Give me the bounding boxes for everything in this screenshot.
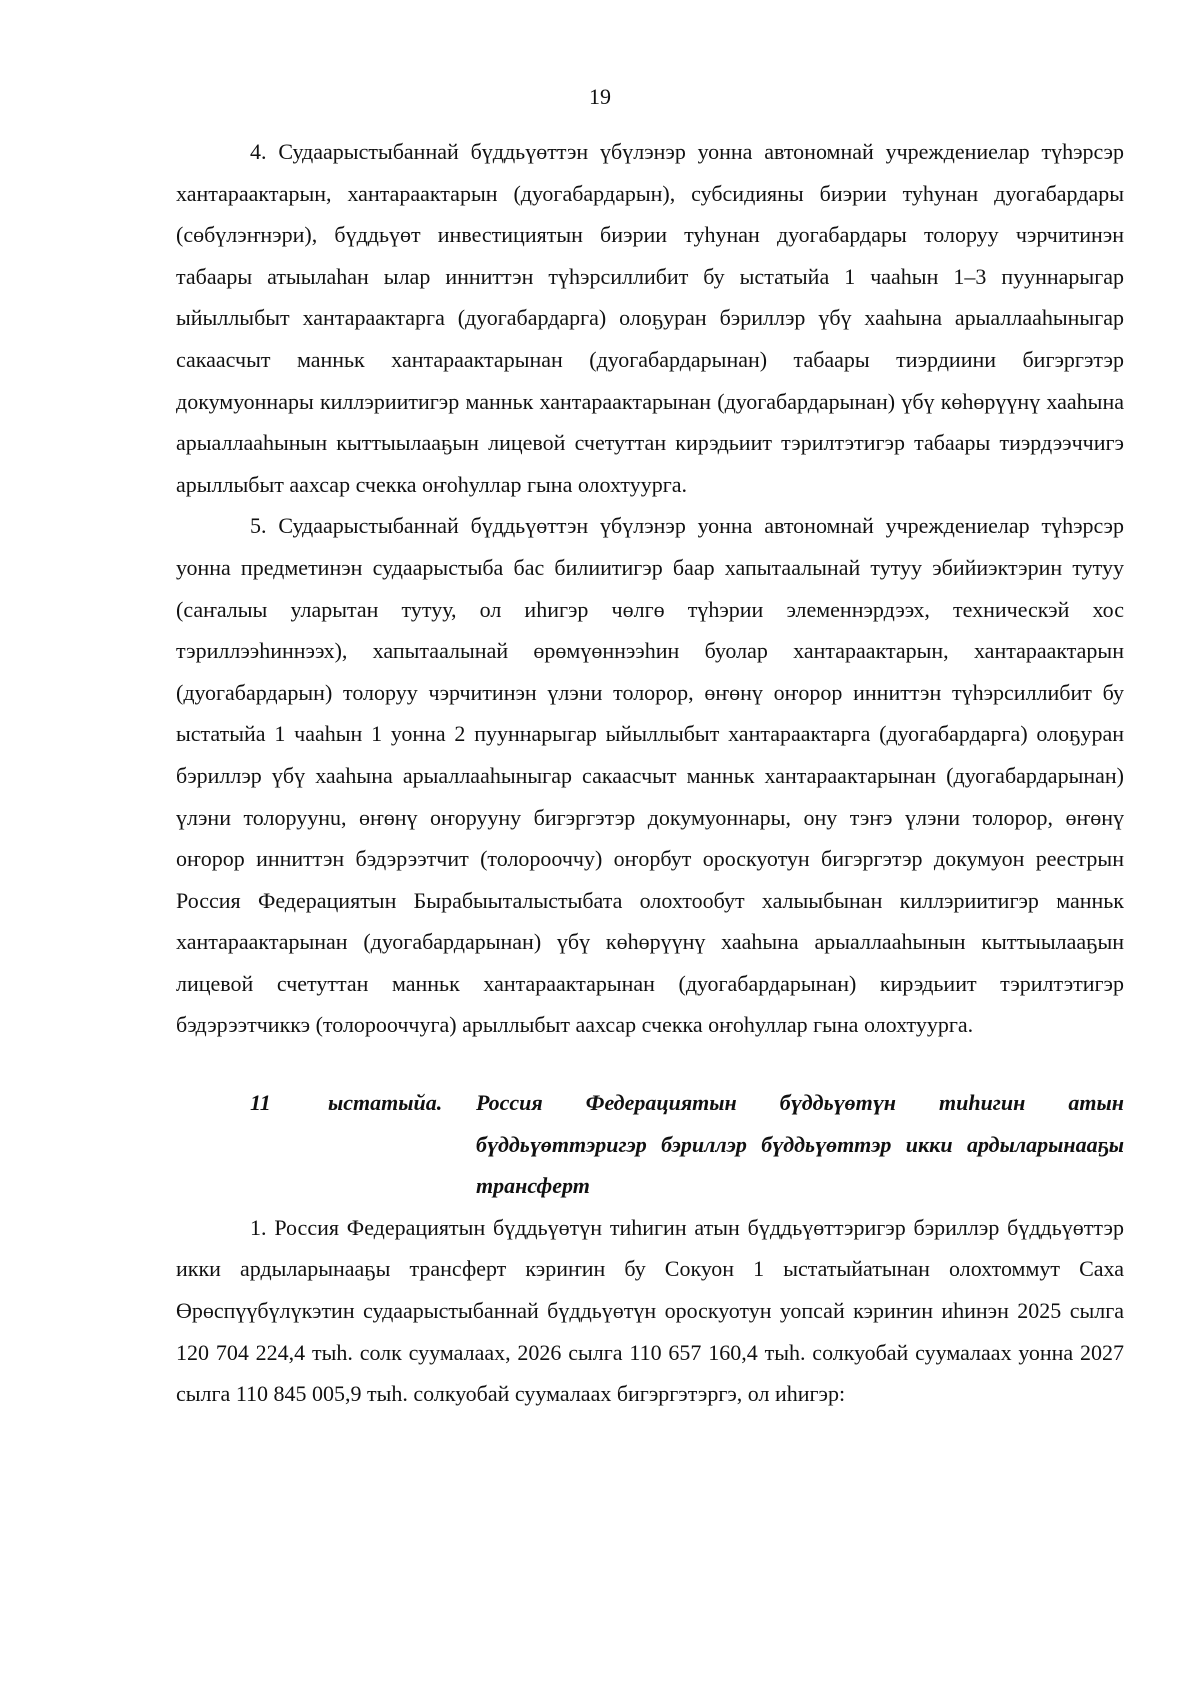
document-body xyxy=(176,131,1124,1415)
article-paragraph-1: 1. Россия Федерациятын бүддьүөтүн тиһигин атын бүддьүөттэригэр бэриллэр бүддьүөттэр икки ардыларынааҕы трансферт кэриҥин бу Сокуон 1 ыстатыйатынан олохтоммут Саха Өрөспүүбүлүкэтин судаарыстыбаннай бүддьүөтүн ороскуотун уопсай кэриҥин иһинэн 2025 сылга 120 704 224,4 тыһ. солк суумалаах, 2026 сылга 110 657 160,4 тыһ. солкуобай суумалаах уонна 2027 сылга 110 845 005,9 тыһ. солкуобай суумалаах бигэргэтэргэ, ол иһигэр: xyxy=(176,1214,1124,1407)
paragraph-5: 5. Судаарыстыбаннай бүддьүөттэн үбүлэнэр уонна автономнай учреждениелар түһэрсэр уонна предметинэн судаарыстыба бас билиитигэр баар хапытаалынай тутуу эбийиэктэрин тутуу (саҥалыы уларытан тутуу, ол иһигэр чөлгө түһэрии элеменнэрдээх, техническэй хос тэриллээһиннээх), хапытаалынай өрөмүөннээһин буолар хантараактарын, хантараактарын (дуогабардарын) толоруу чэрчитинэн үлэни толорор, өҥөнү оҥорор инниттэн түһэрсиллибит бу ыстатыйа 1 чааһын 1 уонна 2 пууннарыгар ыйыллыбыт хантараактарга (дуогабардарга) олоҕуран бэриллэр үбү хааһына арыаллааһыныгар сакаасчыт манньк хантараактарынан (дуогабардарынан) үлэни толоруунu, өҥөнү оҥорууну бигэргэтэр докумуоннары, ону тэҥэ үлэни толорор, өҥөнү оҥорор инниттэн бэдэрээтчит (толорооччу) оҥорбут ороскуотун бигэргэтэр докумуон реестрын Россия Федерациятын Бырабыыталыстыбата олохтообут халыыбынан киллэриитигэр манньк хантараактарынан (дуогабардарынан) үбү көһөрүүнү хааһына арыаллааһынын кыттыылааҕын лицевой счетуттан манньк хантараактарынан (дуогабардарынан) кирэдьиит тэрилтэтигэр бэдэрээтчиккэ (толорооччуга) арыллыбыт аахсар счекка оҥоһуллар гына олохтуурга. xyxy=(176,513,1124,1038)
article-label: ыстатыйа. xyxy=(328,1090,443,1116)
article-title: Россия Федерациятын бүддьүөтүн тиһигин атын бүддьүөттэригэр бэриллэр бүддьүөттэр икки ардыларынааҕы трансферт xyxy=(476,1090,1124,1199)
page-number: 19 xyxy=(589,84,611,109)
article-heading xyxy=(176,1082,1124,1207)
article-number: 11 xyxy=(250,1090,271,1116)
paragraph-4: 4. Судаарыстыбаннай бүддьүөттэн үбүлэнэр уонна автономнай учреждениелар түһэрсэр хантараактарын, хантараактарын (дуогабардарын), субсидияны биэрии туһунан дуогабардары (сөбүлэҥнэри), бүддьүөт инвестициятын биэрии туһунан дуогабардары толоруу чэрчитинэн табаары атыылаһан ылар инниттэн түһэрсиллибит бу ыстатыйа 1 чааһын 1–3 пууннарыгар ыйыллыбыт хантараактарга (дуогабардарга) олоҕуран бэриллэр үбү хааһына арыаллааһыныгар сакаасчыт манньк хантараактарынан (дуогабардарынан) табаары тиэрдиини бигэргэтэр докумуоннары киллэриитигэр манньк хантараактарынан (дуогабардарынан) үбү көһөрүүнү хааһына арыаллааһынын кыттыылааҕын лицевой счетуттан кирэдьиит тэрилтэтигэр табаары тиэрдээччигэ арыллыбыт аахсар счекка оҥоһуллар гына олохтуурга. xyxy=(176,139,1124,497)
